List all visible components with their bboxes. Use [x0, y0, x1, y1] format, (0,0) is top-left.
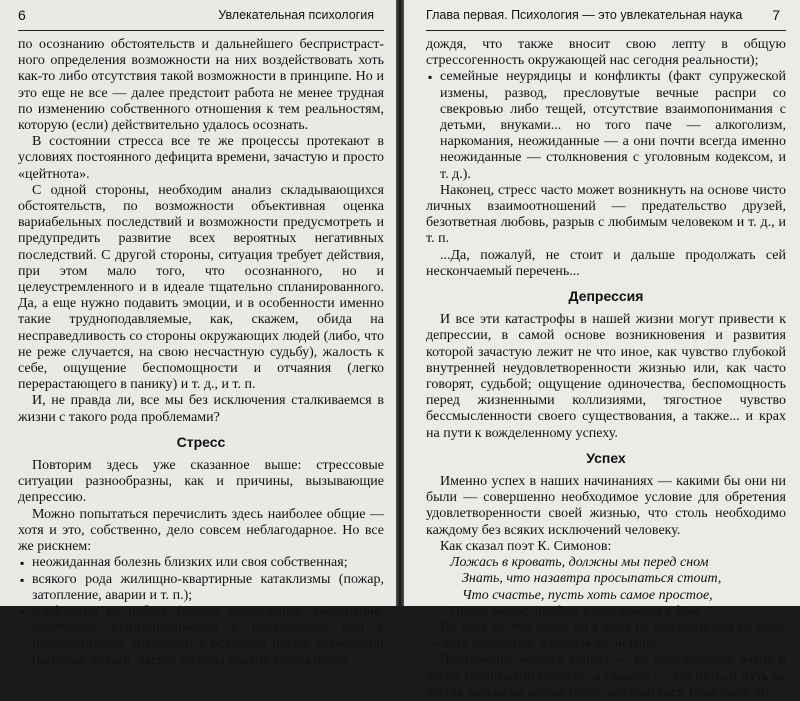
- section-heading-depression: Депрессия: [568, 288, 644, 305]
- paragraph: Но ведь то, что успех ни к кому не приходит сам по себе, — есть банальная, в общем-то, истина.: [426, 619, 786, 652]
- right-page-number: 7: [772, 7, 780, 23]
- list-item: ▪ семейные неурядицы и конфликты (факт супружеской измены, развод, пресловутые вечные распри со свекровью либо тещей, отсутствие взаимопонимания с детьми, внуками... но того паче — алкоголизм, наркомания, неожиданные — а они почти всегда именно неожиданные — столкновения с уголовным кодексом, и т. д.).: [426, 69, 786, 182]
- right-page: [404, 0, 800, 700]
- poem-line: Ложась в кровать, должны мы перед сном: [450, 555, 709, 571]
- right-page-body: [426, 37, 786, 701]
- paragraph: С одной стороны, необходим анализ складывающихся обстоятельств, по возможности объективная оценка вариабельных последствий и возможности предусмотреть и предупредить развитие всех вероятных негативных последствий. С другой стороны, ситуация требует действия, при этом мало того, что осознанного, но и целеустремленного и в идеале тщательно спланированного. Да, а еще нужно подавить эмоции, и в особенности именно такие трудноподавляемые, как, скажем, обида на несправедливость со стороны окружающих людей (либо, что не реже случается, на свою несчастную судьбу), жалость к себе, ощущение беспомощности и отчаяния (легко перерастающего в панику) и т. д., и т. п.: [18, 182, 384, 393]
- poem-line: Пусть малое, придет к нам завтра в дом.: [450, 603, 701, 619]
- left-running-title: Увлекательная психология: [218, 8, 374, 22]
- section-heading-stress: Стресс: [176, 433, 226, 450]
- left-page-header: [18, 0, 384, 31]
- right-running-title: Глава первая. Психология — это увлекательная наука: [426, 8, 743, 22]
- paragraph: Наконец, стресс часто может возникнуть на основе чисто личных взаимоотношений — предательство друзей, безответная любовь, разрыв с любимым человеком и т. д., и т. п.: [426, 182, 786, 247]
- paragraph: И, не правда ли, все мы без исключения сталкиваемся в жизни с такого рода проблемами?: [18, 393, 384, 425]
- bullet-list: [18, 555, 384, 668]
- paragraph: И все эти катастрофы в нашей жизни могут привести к депрессии, в самой основе возникновения и развития которой зачастую лежит не что иное, как чувство глубокой внутренней неудовлетворенности жизнью или, как часто говорят, судьбой; ощущение одиночества, беспомощность перед жизненными коллизиями, тягостное чувство бессмысленности своего существования, а также... и крах на пути к вожделенному успеху.: [426, 312, 786, 441]
- paragraph: Как сказал поэт К. Симонов:: [440, 538, 612, 554]
- list-item: ▪ всякого рода жилищно-квартирные катаклизмы (пожар, затопление, аварии и т. п.);: [18, 572, 384, 604]
- paragraph: Достижение всякого успеха — по определению очень и очень трудоемкий процесс, а главное — это путь, и путь не всегда далеко не всегда горит зеленый свет. Куда чаще это: [426, 652, 786, 700]
- paragraph: Именно успех в наших начинаниях — какими бы они ни были — совершенно необходимое условие для обретения удовлетворенности своей жизнью, что столь необходимо каждому без всяких исключений человеку.: [426, 474, 786, 538]
- poem-line: Знать, что назавтра просыпаться стоит,: [462, 571, 722, 587]
- left-page-number: 6: [18, 7, 26, 23]
- paragraph: Повторим здесь уже сказанное выше: стрессовые ситуации разнообразны, как и причины, вызывающие депрессию.: [18, 458, 384, 506]
- paragraph: дождя, что также вносит свою лепту в общую стрессогенность окружающей нас сегодня реальности);: [426, 37, 786, 69]
- section-heading-success: Успех: [586, 449, 626, 466]
- paragraph: Можно попытаться перечислить здесь наиболее общие — хотя и это, собственно, дело совсем неблагодарное. Но все же рискнем:: [18, 506, 384, 555]
- left-page: [0, 0, 396, 668]
- right-page-header: [426, 0, 786, 31]
- list-item: ▪ неожиданная болезнь близких или своя собственная;: [18, 555, 384, 571]
- paragraph: по осознанию обстоятельств и дальнейшего беспристраст-ного определения возможности на них воздействовать хоть как-то либо отсутствия такой возможности в принципе. Но и это еще не все — далее предстоит работа не менее трудная по изменению собственного отношения к тем реальностям, которую (если) действительно удалось осознать.: [18, 37, 384, 134]
- left-page-body: [18, 37, 384, 669]
- paragraph: ...Да, пожалуй, не стоит и дальше продолжать сей нескончаемый перечень...: [426, 247, 786, 279]
- book-spine-gutter: [396, 0, 404, 606]
- poem-line: Что счастье, пусть хоть самое простое,: [462, 587, 713, 603]
- paragraph: В состоянии стресса все те же процессы протекают в условиях постоянного дефицита времени, зачастую и просто «цейтнота».: [18, 134, 384, 182]
- list-item: ▪ конфликты на работе (угроза сокращения, увольнение, отсутствие взаимопонимания с начальником или с подчиненными, трудности в освоении новых технологий (которые, кстати, растут сегодня словно грибы после: [18, 604, 384, 669]
- poem-quote: [426, 555, 786, 620]
- bullet-list: [426, 69, 786, 182]
